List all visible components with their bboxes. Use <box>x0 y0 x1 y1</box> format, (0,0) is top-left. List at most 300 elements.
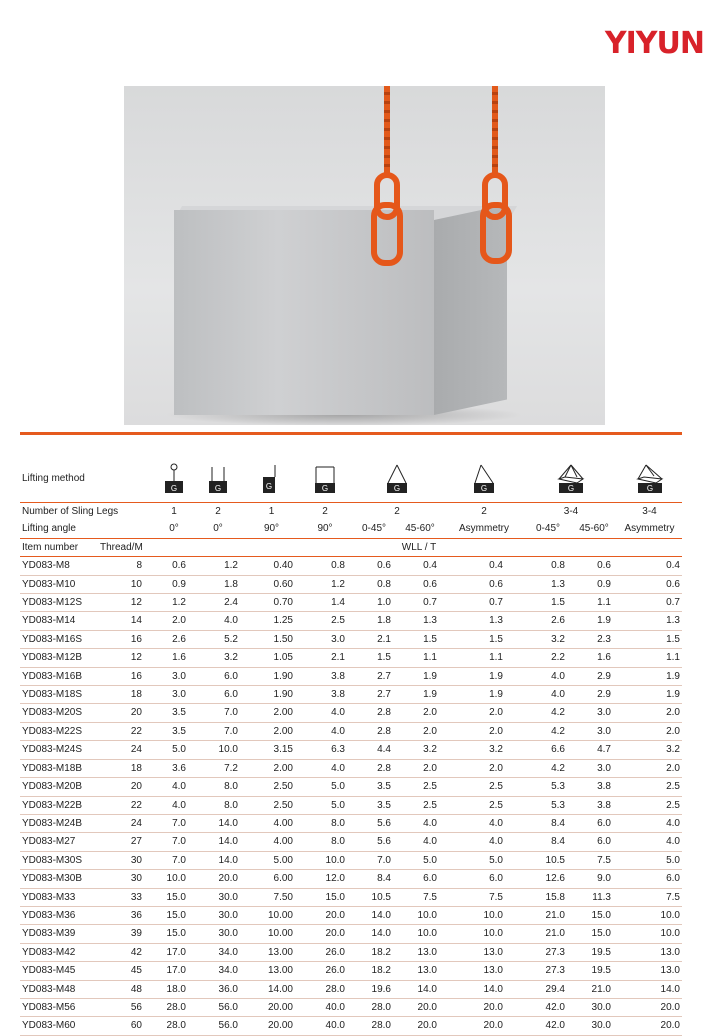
wll-cell: 4.0 <box>525 667 571 685</box>
wll-cell: 6.0 <box>397 870 443 888</box>
wll-cell: 34.0 <box>192 962 244 980</box>
item-number-cell: YD083-M30B <box>20 870 98 888</box>
wll-cell: 2.0 <box>443 759 525 777</box>
wll-cell: 1.25 <box>244 612 299 630</box>
wll-cell: 6.6 <box>525 741 571 759</box>
thread-cell: 24 <box>98 814 156 832</box>
thread-cell: 20 <box>98 704 156 722</box>
table-row <box>20 575 682 593</box>
angle-value: 90° <box>299 520 351 538</box>
wll-cell: 8.0 <box>299 833 351 851</box>
wll-cell: 3.5 <box>351 796 397 814</box>
wll-cell: 2.5 <box>617 796 682 814</box>
thread-cell: 36 <box>98 906 156 924</box>
thread-cell: 18 <box>98 759 156 777</box>
item-number-cell: YD083-M33 <box>20 888 98 906</box>
wll-cell: 1.9 <box>617 686 682 704</box>
table-row <box>20 962 682 980</box>
svg-text:G: G <box>646 484 653 493</box>
wll-cell: 0.7 <box>617 594 682 612</box>
chain-left <box>384 86 390 176</box>
wll-cell: 13.0 <box>617 962 682 980</box>
thread-cell: 24 <box>98 741 156 759</box>
wll-cell: 27.3 <box>525 943 571 961</box>
sling-legs-label: Number of Sling Legs <box>22 506 119 517</box>
thread-cell: 16 <box>98 667 156 685</box>
table-row <box>20 759 682 777</box>
item-number-cell: YD083-M12B <box>20 649 98 667</box>
thread-cell: 16 <box>98 630 156 648</box>
wll-cell: 1.3 <box>525 575 571 593</box>
legs-value: 2 <box>481 506 487 517</box>
wll-cell: 6.0 <box>617 870 682 888</box>
wll-cell: 13.0 <box>443 962 525 980</box>
wll-cell: 20.0 <box>299 925 351 943</box>
thread-header: Thread/M <box>98 538 156 556</box>
wll-cell: 2.6 <box>525 612 571 630</box>
table-row <box>20 814 682 832</box>
wll-cell: 6.00 <box>244 870 299 888</box>
wll-cell: 4.0 <box>397 814 443 832</box>
table-row <box>20 906 682 924</box>
wll-cell: 20.0 <box>443 1017 525 1035</box>
table-row <box>20 649 682 667</box>
wll-cell: 2.5 <box>299 612 351 630</box>
wll-cell: 14.0 <box>192 814 244 832</box>
legs-value: 2 <box>215 506 221 517</box>
wll-cell: 2.0 <box>397 704 443 722</box>
item-number-header: Item number <box>20 538 98 556</box>
wll-cell: 10.0 <box>397 906 443 924</box>
wll-cell: 13.0 <box>443 943 525 961</box>
item-number-cell: YD083-M12S <box>20 594 98 612</box>
thread-cell: 56 <box>98 998 156 1016</box>
wll-cell: 7.5 <box>617 888 682 906</box>
wll-cell: 15.0 <box>571 925 617 943</box>
wll-cell: 8.4 <box>351 870 397 888</box>
wll-cell: 3.8 <box>571 796 617 814</box>
wll-cell: 30.0 <box>571 998 617 1016</box>
wll-cell: 11.3 <box>571 888 617 906</box>
product-photo <box>124 86 605 425</box>
thread-cell: 30 <box>98 870 156 888</box>
wll-cell: 0.40 <box>244 557 299 575</box>
svg-text:G: G <box>393 484 401 493</box>
wll-cell: 6.0 <box>571 814 617 832</box>
wll-cell: 3.0 <box>299 630 351 648</box>
wll-cell: 7.0 <box>156 833 192 851</box>
wll-cell: 3.2 <box>443 741 525 759</box>
thread-cell: 27 <box>98 833 156 851</box>
wll-cell: 3.2 <box>192 649 244 667</box>
two-leg-asymmetry-icon <box>443 456 525 503</box>
item-number-cell: YD083-M24S <box>20 741 98 759</box>
wll-cell: 1.05 <box>244 649 299 667</box>
wll-cell: 42.0 <box>525 998 571 1016</box>
wll-cell: 15.0 <box>156 906 192 924</box>
wll-cell: 3.6 <box>156 759 192 777</box>
wll-cell: 4.0 <box>299 722 351 740</box>
wll-cell: 1.5 <box>617 630 682 648</box>
angle-value: 45-60° <box>397 520 443 538</box>
svg-text:G: G <box>214 484 222 493</box>
wll-cell: 2.8 <box>351 722 397 740</box>
svg-text:G: G <box>321 484 329 493</box>
wll-cell: 2.5 <box>397 796 443 814</box>
table-row <box>20 630 682 648</box>
wll-cell: 1.5 <box>351 649 397 667</box>
wll-cell: 1.9 <box>397 686 443 704</box>
thread-cell: 42 <box>98 943 156 961</box>
wll-cell: 6.3 <box>299 741 351 759</box>
wll-cell: 1.9 <box>571 612 617 630</box>
svg-text:G: G <box>265 482 272 491</box>
wll-cell: 3.0 <box>156 686 192 704</box>
thread-cell: 20 <box>98 778 156 796</box>
thread-cell: 45 <box>98 962 156 980</box>
wll-cell: 20.0 <box>299 906 351 924</box>
wll-cell: 19.5 <box>571 943 617 961</box>
wll-cell: 9.0 <box>571 870 617 888</box>
wll-cell: 0.7 <box>397 594 443 612</box>
wll-cell: 10.5 <box>525 851 571 869</box>
wll-table <box>20 456 682 1036</box>
wll-header: WLL / T <box>156 538 682 556</box>
wll-cell: 36.0 <box>192 980 244 998</box>
wll-cell: 26.0 <box>299 962 351 980</box>
wll-cell: 2.0 <box>443 704 525 722</box>
table-row <box>20 833 682 851</box>
wll-cell: 4.0 <box>443 814 525 832</box>
wll-cell: 2.4 <box>192 594 244 612</box>
wll-cell: 4.0 <box>192 612 244 630</box>
item-number-cell: YD083-M14 <box>20 612 98 630</box>
wll-cell: 5.0 <box>299 778 351 796</box>
item-number-cell: YD083-M20B <box>20 778 98 796</box>
table-row <box>20 741 682 759</box>
wll-cell: 40.0 <box>299 1017 351 1035</box>
wll-cell: 2.00 <box>244 704 299 722</box>
wll-cell: 20.00 <box>244 998 299 1016</box>
wll-cell: 3.8 <box>571 778 617 796</box>
wll-cell: 13.0 <box>397 962 443 980</box>
angle-value: Asymmetry <box>443 520 525 538</box>
wll-cell: 2.8 <box>351 704 397 722</box>
wll-cell: 18.0 <box>156 980 192 998</box>
wll-cell: 7.0 <box>192 704 244 722</box>
wll-cell: 8.4 <box>525 833 571 851</box>
wll-cell: 28.0 <box>351 1017 397 1035</box>
thread-cell: 48 <box>98 980 156 998</box>
wll-cell: 14.0 <box>192 833 244 851</box>
wll-cell: 4.7 <box>571 741 617 759</box>
chain-right <box>492 86 498 176</box>
wll-cell: 2.9 <box>571 667 617 685</box>
wll-cell: 10.0 <box>156 870 192 888</box>
wll-cell: 1.1 <box>443 649 525 667</box>
wll-cell: 1.50 <box>244 630 299 648</box>
wll-cell: 1.9 <box>617 667 682 685</box>
wll-cell: 18.2 <box>351 962 397 980</box>
table-row <box>20 925 682 943</box>
wll-cell: 3.15 <box>244 741 299 759</box>
wll-cell: 5.0 <box>617 851 682 869</box>
wll-cell: 14.00 <box>244 980 299 998</box>
wll-cell: 1.6 <box>156 649 192 667</box>
wll-cell: 20.0 <box>192 870 244 888</box>
wll-cell: 10.0 <box>443 906 525 924</box>
wll-cell: 28.0 <box>156 998 192 1016</box>
wll-cell: 4.0 <box>443 833 525 851</box>
wll-cell: 28.0 <box>299 980 351 998</box>
thread-cell: 60 <box>98 1017 156 1035</box>
wll-cell: 13.0 <box>397 943 443 961</box>
wll-cell: 15.0 <box>571 906 617 924</box>
item-number-cell: YD083-M22S <box>20 722 98 740</box>
wll-cell: 10.5 <box>351 888 397 906</box>
wll-cell: 2.50 <box>244 778 299 796</box>
table-row <box>20 594 682 612</box>
wll-cell: 0.8 <box>299 557 351 575</box>
wll-cell: 15.0 <box>156 925 192 943</box>
svg-text:G: G <box>170 484 178 493</box>
two-leg-vertical-icon <box>192 456 244 503</box>
wll-cell: 1.2 <box>156 594 192 612</box>
wll-cell: 21.0 <box>571 980 617 998</box>
wll-cell: 1.8 <box>351 612 397 630</box>
wll-cell: 0.60 <box>244 575 299 593</box>
legs-value: 2 <box>394 506 400 517</box>
wll-cell: 12.0 <box>299 870 351 888</box>
item-number-cell: YD083-M8 <box>20 557 98 575</box>
wll-cell: 5.0 <box>156 741 192 759</box>
angle-value: 90° <box>244 520 299 538</box>
wll-cell: 2.0 <box>156 612 192 630</box>
wll-cell: 20.00 <box>244 1017 299 1035</box>
wll-cell: 4.00 <box>244 833 299 851</box>
wll-cell: 0.6 <box>397 575 443 593</box>
table-row <box>20 943 682 961</box>
wll-cell: 42.0 <box>525 1017 571 1035</box>
wll-cell: 1.5 <box>525 594 571 612</box>
wll-cell: 8.4 <box>525 814 571 832</box>
single-leg-side-icon <box>244 456 299 503</box>
wll-cell: 2.0 <box>617 722 682 740</box>
item-number-cell: YD083-M56 <box>20 998 98 1016</box>
table-row <box>20 998 682 1016</box>
wll-cell: 1.3 <box>617 612 682 630</box>
table-row <box>20 667 682 685</box>
wll-cell: 0.4 <box>443 557 525 575</box>
item-number-cell: YD083-M48 <box>20 980 98 998</box>
wll-cell: 7.5 <box>571 851 617 869</box>
wll-cell: 0.7 <box>443 594 525 612</box>
two-leg-angle-icon <box>351 456 443 503</box>
wll-cell: 1.90 <box>244 686 299 704</box>
table-row <box>20 851 682 869</box>
wll-cell: 19.6 <box>351 980 397 998</box>
lifting-method-label: Lifting method <box>20 456 156 503</box>
angle-value: 0° <box>156 520 192 538</box>
item-number-cell: YD083-M36 <box>20 906 98 924</box>
wll-cell: 20.0 <box>397 998 443 1016</box>
table-row <box>20 704 682 722</box>
wll-cell: 6.0 <box>443 870 525 888</box>
item-number-cell: YD083-M16B <box>20 667 98 685</box>
wll-cell: 4.2 <box>525 759 571 777</box>
wll-cell: 10.00 <box>244 925 299 943</box>
wll-cell: 0.4 <box>617 557 682 575</box>
wll-cell: 2.2 <box>525 649 571 667</box>
angle-value: 0° <box>192 520 244 538</box>
thread-cell: 10 <box>98 575 156 593</box>
wll-cell: 30.0 <box>192 888 244 906</box>
wll-cell: 3.8 <box>299 686 351 704</box>
wll-cell: 20.0 <box>617 998 682 1016</box>
thread-cell: 30 <box>98 851 156 869</box>
wll-cell: 5.00 <box>244 851 299 869</box>
wll-cell: 5.6 <box>351 814 397 832</box>
wll-cell: 7.5 <box>443 888 525 906</box>
wll-cell: 6.0 <box>192 686 244 704</box>
wll-cell: 7.0 <box>156 814 192 832</box>
wll-cell: 10.0 <box>617 906 682 924</box>
wll-cell: 15.0 <box>156 888 192 906</box>
thread-cell: 12 <box>98 649 156 667</box>
item-number-cell: YD083-M39 <box>20 925 98 943</box>
wll-cell: 14.0 <box>192 851 244 869</box>
item-number-cell: YD083-M27 <box>20 833 98 851</box>
thread-cell: 14 <box>98 612 156 630</box>
item-number-cell: YD083-M20S <box>20 704 98 722</box>
wll-cell: 1.9 <box>443 686 525 704</box>
wll-cell: 0.8 <box>525 557 571 575</box>
wll-cell: 1.4 <box>299 594 351 612</box>
wll-cell: 4.4 <box>351 741 397 759</box>
svg-text:G: G <box>480 484 488 493</box>
wll-cell: 8.0 <box>299 814 351 832</box>
wll-cell: 4.00 <box>244 814 299 832</box>
wll-cell: 20.0 <box>443 998 525 1016</box>
wll-cell: 3.5 <box>351 778 397 796</box>
item-number-cell: YD083-M18S <box>20 686 98 704</box>
wll-cell: 4.0 <box>299 759 351 777</box>
wll-cell: 6.0 <box>571 833 617 851</box>
wll-cell: 5.0 <box>443 851 525 869</box>
wll-cell: 56.0 <box>192 998 244 1016</box>
wll-cell: 2.7 <box>351 686 397 704</box>
thread-cell: 8 <box>98 557 156 575</box>
wll-cell: 15.0 <box>299 888 351 906</box>
wll-cell: 1.5 <box>443 630 525 648</box>
wll-cell: 14.0 <box>617 980 682 998</box>
wll-cell: 2.3 <box>571 630 617 648</box>
wll-cell: 14.0 <box>443 980 525 998</box>
wll-cell: 1.90 <box>244 667 299 685</box>
wll-cell: 10.0 <box>397 925 443 943</box>
wll-cell: 1.3 <box>397 612 443 630</box>
wll-cell: 4.0 <box>525 686 571 704</box>
wll-cell: 4.2 <box>525 704 571 722</box>
wll-cell: 2.1 <box>299 649 351 667</box>
wll-cell: 13.00 <box>244 962 299 980</box>
wll-cell: 2.7 <box>351 667 397 685</box>
wll-cell: 26.0 <box>299 943 351 961</box>
wll-cell: 2.0 <box>397 722 443 740</box>
wll-cell: 13.00 <box>244 943 299 961</box>
wll-cell: 0.6 <box>571 557 617 575</box>
wll-cell: 14.0 <box>351 906 397 924</box>
angle-value: 0-45° <box>351 520 397 538</box>
wll-cell: 17.0 <box>156 943 192 961</box>
wll-cell: 1.1 <box>617 649 682 667</box>
wll-cell: 21.0 <box>525 906 571 924</box>
table-row <box>20 686 682 704</box>
wll-cell: 4.0 <box>397 833 443 851</box>
wll-cell: 1.5 <box>397 630 443 648</box>
wll-cell: 4.2 <box>525 722 571 740</box>
wll-cell: 7.0 <box>351 851 397 869</box>
wll-cell: 0.4 <box>397 557 443 575</box>
wll-cell: 1.3 <box>443 612 525 630</box>
lifting-angle-label: Lifting angle <box>20 520 156 538</box>
thread-cell: 33 <box>98 888 156 906</box>
wll-cell: 5.0 <box>397 851 443 869</box>
table-row <box>20 722 682 740</box>
section-divider <box>20 432 682 435</box>
wll-cell: 4.0 <box>156 796 192 814</box>
wll-cell: 2.00 <box>244 759 299 777</box>
wll-cell: 4.0 <box>299 704 351 722</box>
wll-cell: 3.0 <box>156 667 192 685</box>
wll-cell: 3.2 <box>397 741 443 759</box>
wll-cell: 0.6 <box>443 575 525 593</box>
table-row <box>20 870 682 888</box>
wll-cell: 1.9 <box>397 667 443 685</box>
two-leg-side-icon <box>299 456 351 503</box>
wll-cell: 3.0 <box>571 722 617 740</box>
wll-cell: 2.0 <box>617 759 682 777</box>
thread-cell: 12 <box>98 594 156 612</box>
wll-cell: 4.0 <box>617 833 682 851</box>
wll-cell: 28.0 <box>351 998 397 1016</box>
item-number-cell: YD083-M42 <box>20 943 98 961</box>
table-row <box>20 778 682 796</box>
wll-cell: 0.6 <box>617 575 682 593</box>
wll-cell: 19.5 <box>571 962 617 980</box>
wll-table-body <box>20 557 682 1036</box>
wll-cell: 34.0 <box>192 943 244 961</box>
legs-value: 3-4 <box>642 506 657 517</box>
wll-cell: 13.0 <box>617 943 682 961</box>
wll-cell: 1.6 <box>571 649 617 667</box>
wll-cell: 8.0 <box>192 778 244 796</box>
wll-cell: 15.8 <box>525 888 571 906</box>
wll-cell: 2.5 <box>443 796 525 814</box>
wll-cell: 5.6 <box>351 833 397 851</box>
thread-cell: 18 <box>98 686 156 704</box>
wll-cell: 1.2 <box>299 575 351 593</box>
wll-cell: 2.50 <box>244 796 299 814</box>
item-number-cell: YD083-M30S <box>20 851 98 869</box>
wll-cell: 0.6 <box>156 557 192 575</box>
wll-cell: 5.3 <box>525 796 571 814</box>
wll-cell: 2.5 <box>443 778 525 796</box>
wll-cell: 10.0 <box>192 741 244 759</box>
thread-cell: 22 <box>98 796 156 814</box>
wll-cell: 0.9 <box>571 575 617 593</box>
four-leg-angle-icon <box>525 456 617 503</box>
